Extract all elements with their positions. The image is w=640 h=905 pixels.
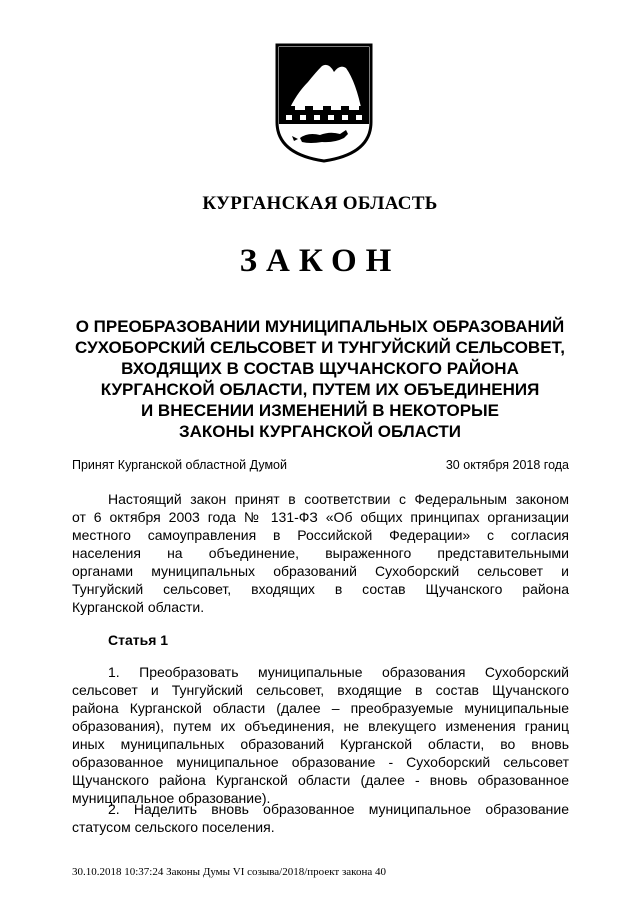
paragraph-line: местного самоуправления в Российской Федерации» с согласия: [72, 527, 569, 543]
paragraph-line: органами муниципальных образований Сухоборский сельсовет и: [72, 563, 569, 579]
paragraph-line: Тунгуйский сельсовет, входящих в состав Щучанского района: [72, 581, 569, 597]
coat-of-arms-emblem: [274, 42, 374, 164]
paragraph-line: Щучанского района Курганской области (далее - вновь образованное: [72, 772, 569, 788]
adopted-by: Принят Курганской областной Думой: [72, 458, 287, 472]
paragraph-line: 2. Наделить вновь образованное муниципальное образование: [108, 801, 569, 817]
paragraph-line: сельсовет и Тунгуйский сельсовет, входящие в состав Щучанского: [72, 682, 569, 698]
law-title-line: И ВНЕСЕНИИ ИЗМЕНЕНИЙ В НЕКОТОРЫЕ: [140, 401, 500, 420]
region-title: КУРГАНСКАЯ ОБЛАСТЬ: [202, 193, 438, 214]
article-heading: Статья 1: [108, 632, 169, 648]
article-item-1: [72, 663, 569, 807]
paragraph-line: образования), путем их объединения, не влекущего изменения границ: [72, 718, 569, 734]
law-title: [60, 316, 580, 442]
intro-paragraph: [72, 490, 569, 616]
paragraph-line: 1. Преобразовать муниципальные образования Сухоборский: [108, 664, 569, 680]
paragraph-line: от 6 октября 2003 года № 131-ФЗ «Об общих принципах организации: [72, 509, 569, 525]
paragraph-line: Курганской области.: [72, 599, 205, 615]
article-item-2: [72, 800, 569, 836]
law-title-line: ВХОДЯЩИХ В СОСТАВ ЩУЧАНСКОГО РАЙОНА: [121, 359, 519, 378]
law-title-line: КУРГАНСКОЙ ОБЛАСТИ, ПУТЕМ ИХ ОБЪЕДИНЕНИЯ: [100, 380, 540, 399]
paragraph-line: статусом сельского поселения.: [72, 819, 275, 835]
paragraph-line: образованное муниципальное образование - Сухоборский сельсовет: [72, 754, 569, 770]
law-title-line: СУХОБОРСКИЙ СЕЛЬСОВЕТ И ТУНГУЙСКИЙ СЕЛЬСОВЕТ,: [75, 338, 565, 357]
paragraph-line: района Курганской области (далее – преобразуемые муниципальные: [72, 700, 569, 716]
paragraph-line: муниципальное образование).: [72, 790, 271, 806]
law-title-line: О ПРЕОБРАЗОВАНИИ МУНИЦИПАЛЬНЫХ ОБРАЗОВАНИЙ: [75, 317, 565, 336]
adoption-date: 30 октября 2018 года: [445, 458, 569, 472]
paragraph-line: иных муниципальных образований Курганской области, во вновь: [72, 736, 569, 752]
document-type: ЗАКОН: [239, 243, 401, 279]
paragraph-line: населения на объединение, выраженного представительными: [72, 545, 569, 561]
footer-file-info: 30.10.2018 10:37:24 Законы Думы VI созыва/2018/проект закона 40: [72, 866, 386, 878]
law-title-line: ЗАКОНЫ КУРГАНСКОЙ ОБЛАСТИ: [178, 422, 462, 441]
paragraph-line: Настоящий закон принят в соответствии с Федеральным законом: [108, 491, 569, 507]
